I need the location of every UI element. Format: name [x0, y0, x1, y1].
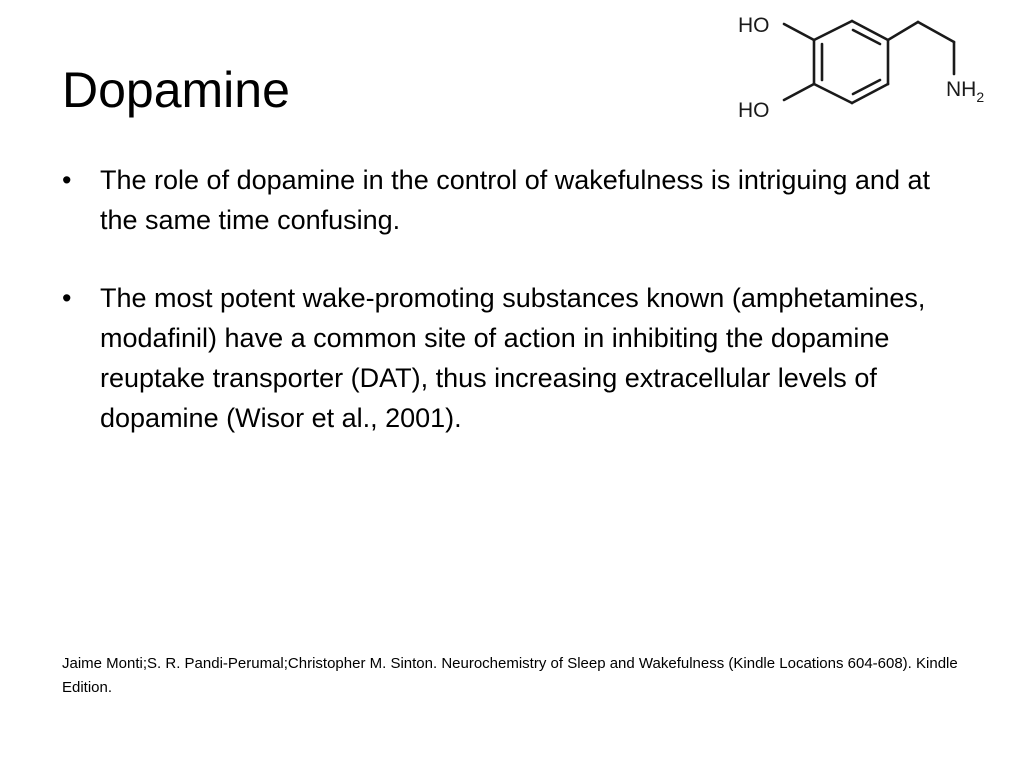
- side-chain-bond: [888, 22, 918, 40]
- label-ho-top: HO: [738, 14, 770, 37]
- citation-text: Jaime Monti;S. R. Pandi-Perumal;Christopher M. Sinton. Neurochemistry of Sleep and Wakefulness (Kindle Locations 604-608). Kindle Edition.: [62, 655, 958, 696]
- bullet-text: The role of dopamine in the control of wakefulness is intriguing and at the same time confusing.: [100, 165, 930, 235]
- hydroxyl-bond-bottom: [784, 84, 814, 100]
- bullet-icon: •: [62, 165, 72, 195]
- structure-bonds: [784, 21, 954, 103]
- ring-bond: [852, 84, 888, 103]
- bullet-icon: •: [62, 283, 72, 313]
- side-chain-bond: [918, 22, 954, 42]
- bullet-item: [62, 278, 942, 438]
- bullet-list: [62, 160, 942, 476]
- dopamine-structure-image: [732, 4, 1008, 132]
- label-nh-subscript: 2: [976, 89, 985, 105]
- ring-bond: [852, 21, 888, 40]
- dopamine-structure-svg: [732, 4, 1008, 132]
- ring-bond: [814, 84, 852, 103]
- bullet-item: [62, 160, 942, 240]
- label-ho-bottom: HO: [738, 99, 770, 122]
- ring-double-bond: [853, 30, 880, 44]
- ring-bond: [814, 21, 852, 40]
- hydroxyl-bond-top: [784, 24, 814, 40]
- slide-title: Dopamine: [62, 62, 290, 118]
- label-nh-text: NH: [946, 78, 977, 101]
- ring-double-bond: [853, 80, 880, 94]
- label-nh: [946, 78, 984, 105]
- bullet-text: The most potent wake-promoting substances known (amphetamines, modafinil) have a common site of action in inhibiting the dopamine reuptake transporter (DAT), thus increasing extracellular levels of dopamine (Wisor et al., 2001).: [100, 283, 926, 433]
